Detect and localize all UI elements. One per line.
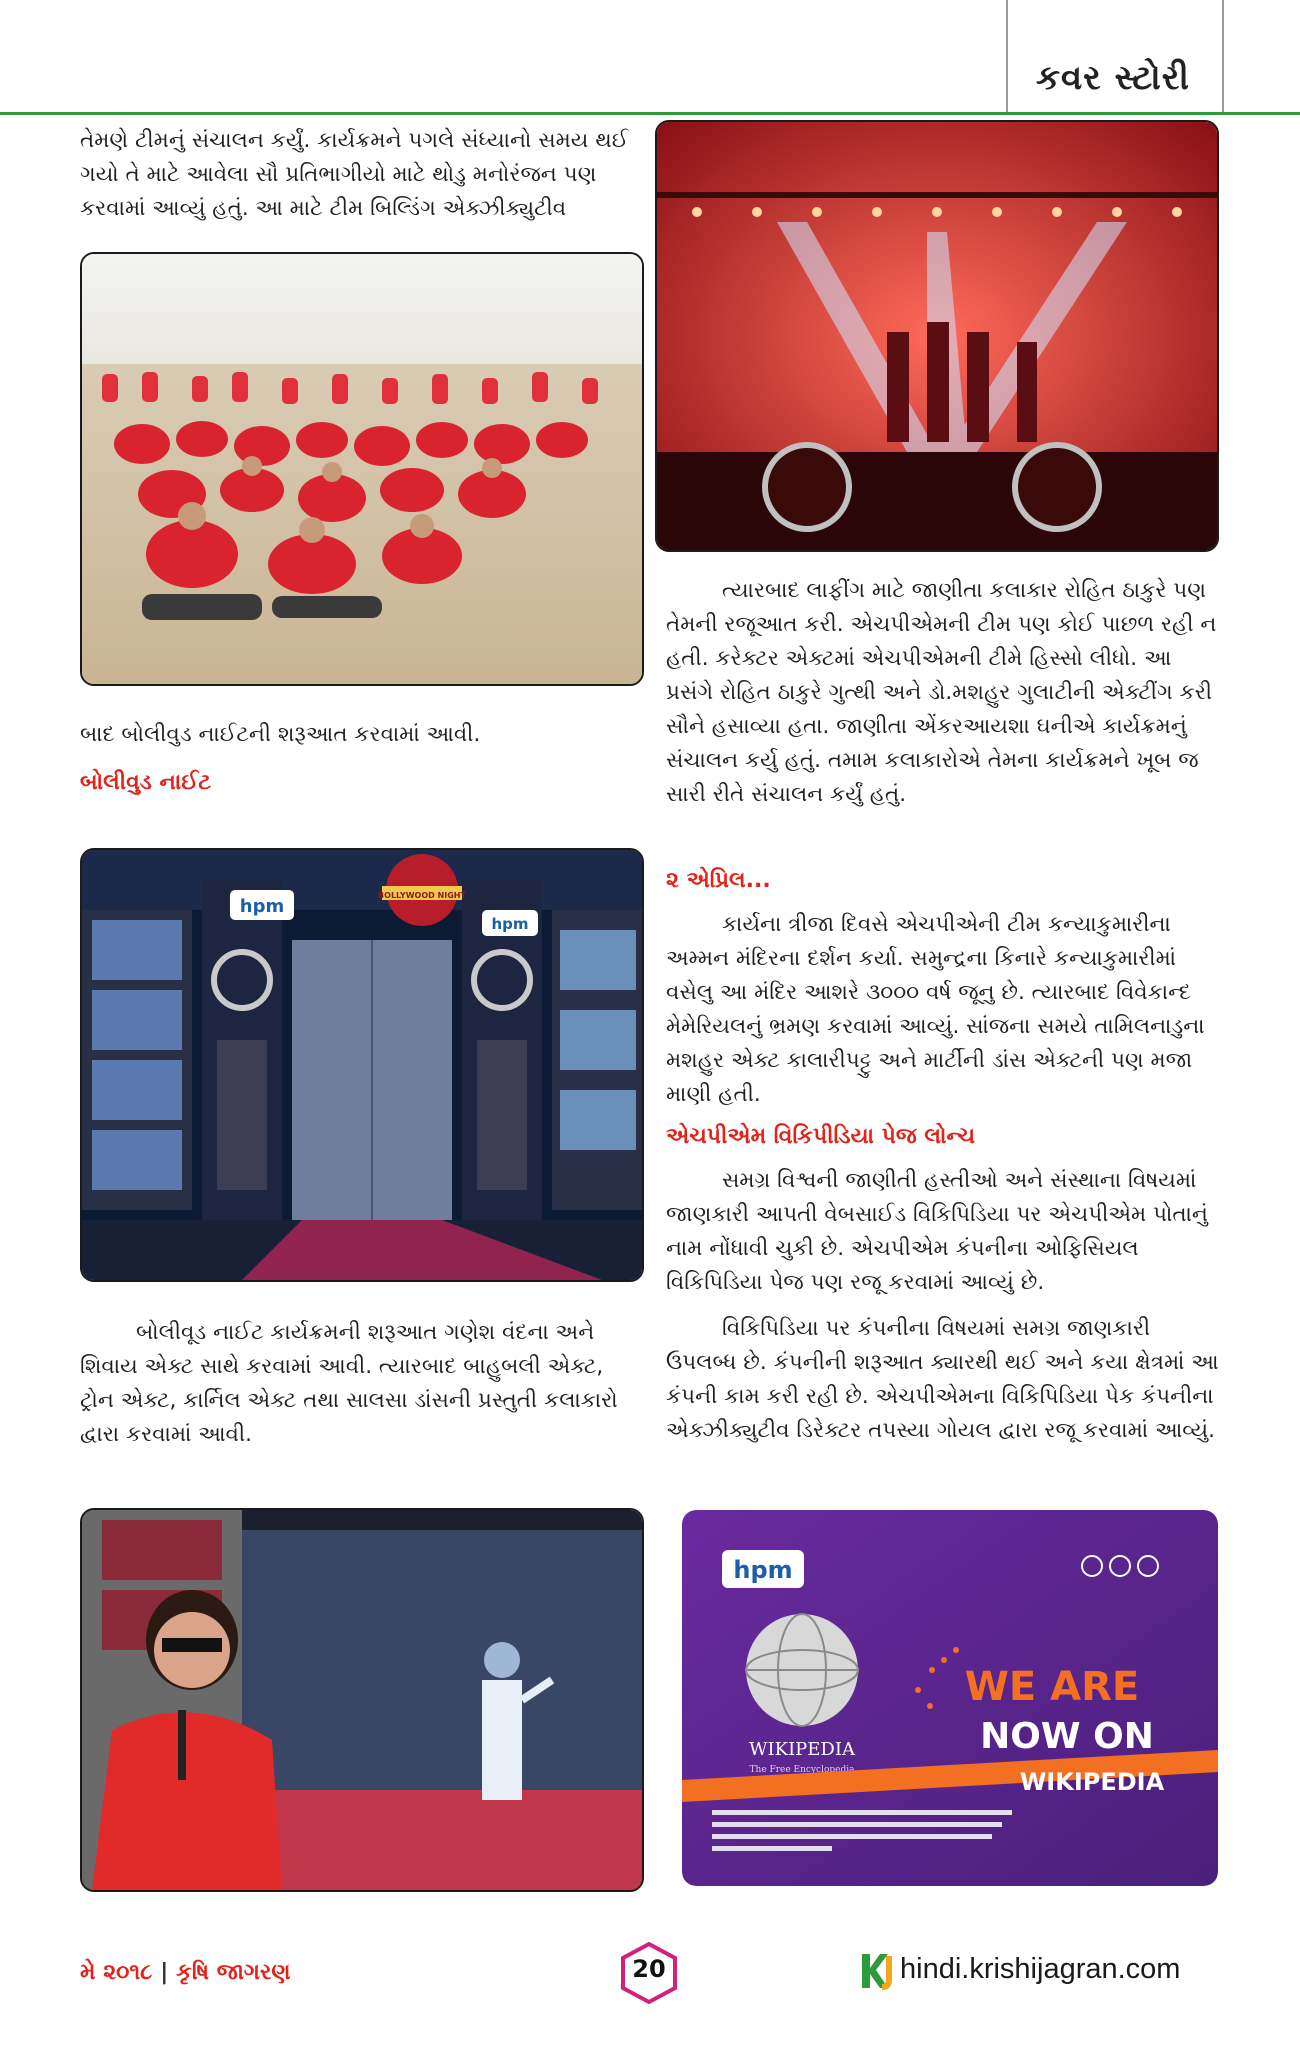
footer-issue — [80, 1960, 291, 1985]
left-paragraph-3 — [80, 1316, 640, 1452]
gate-hpm-right: hpm — [491, 915, 529, 933]
right-paragraph-2 — [666, 908, 1222, 1112]
left-paragraph-3-text: બોલીવૂડ નાઈટ કાર્યક્રમની શરૂઆત ગણેશ વંદના અને શિવાય એક્ટ સાથે કરવામાં આવી. ત્યારબાદ બાહુબલી એક્ટ, ટ્રોન એક્ટ, કાર્નિલ એક્ટ તથા સાલસા ડાંસની પ્રસ્તુતી કલાકારો દ્વારા કરવામાં આવી. — [80, 1320, 618, 1447]
page-number: 20 — [632, 1955, 666, 1983]
banner-hpm-logo: hpm — [733, 1556, 793, 1584]
bollywood-gate-photo — [80, 848, 644, 1282]
heading-april: ૨ એપ્રિલ... — [666, 868, 771, 893]
header-divider-left — [1006, 0, 1008, 112]
heading-bollywood-night: બોલીવુડ નાઈટ — [80, 770, 212, 795]
header-rule — [0, 112, 1300, 115]
header-divider-right — [1222, 0, 1224, 112]
banner-wiki-name: WIKIPEDIA — [749, 1739, 855, 1760]
stage-dance-photo — [655, 120, 1219, 552]
left-paragraph-1-text: તેમણે ટીમનું સંચાલન કર્યું. કાર્યક્રમને પગલે સંધ્યાનો સમય થઈ ગયો તે માટે આવેલા સૌ પ્રતિભાગીયો માટે થોડુ મનોરંજન પણ કરવામાં આવ્યું હતું. આ માટે ટીમ બિલ્ડિંગ એક્ઝીક્યુટીવ — [80, 128, 629, 221]
heading-wiki-launch: એચપીએમ વિકિપીડિયા પેજ લોન્ચ — [666, 1124, 976, 1149]
wikipedia-banner — [682, 1510, 1218, 1886]
right-paragraph-3 — [666, 1164, 1222, 1300]
gate-hpm-left: hpm — [239, 896, 285, 917]
footer-issue-date: મે ૨૦૧૮ — [80, 1960, 153, 1985]
banner-slogan-line2: NOW ON — [980, 1716, 1154, 1757]
right-paragraph-1-text: ત્યારબાદ લાફીંગ માટે જાણીતા કલાકાર રોહિત ઠાકુરે પણ તેમની રજૂઆત કરી. એચપીએમની ટીમ પણ કોઈ પાછળ રહી ન હતી. કરેક્ટર એક્ટમાં એચપીએમની ટીમે હિસ્સો લીધો. આ પ્રસંગે રોહિત ઠાકુરે ગુત્થી અને ડો.મશહુર ગુલાટીની એક્ટીંગ કરી સૌને હસાવ્યા હતા. જાણીતા એંકરઆયશા ઘનીએ કાર્યક્રમનું સંચાલન કર્યુ હતું. તમામ કલાકારોએ તેમના કાર્યક્રમને ખૂબ જ સારી રીતે સંચાલન કર્યું હતું. — [666, 578, 1217, 807]
footer-magazine: કૃષિ જાગરણ — [176, 1960, 291, 1985]
right-paragraph-4-text: વિકિપિડિયા પર કંપનીના વિષયમાં સમગ્ર જાણકારી ઉપલબ્ધ છે. કંપનીની શરૂઆત ક્યારથી થઈ અને કયા ક્ષેત્રમાં આ કંપની કામ કરી રહી છે. એચપીએમના વિકિપિડિયા પેક કંપનીના એક્ઝીક્યુટીવ ડિરેક્ટર તપસ્યા ગોયલ દ્વારા રજૂ કરવામાં આવ્યું. — [666, 1316, 1219, 1443]
banner-slogan-line3: WIKIPEDIA — [1019, 1768, 1165, 1796]
footer-website-link[interactable]: hindi.krishijagran.com — [900, 1953, 1181, 1985]
left-paragraph-2-text: બાદ બોલીવુડ નાઈટની શરૂઆત કરવામાં આવી. — [80, 722, 481, 747]
section-title: કવર સ્ટોરી — [1036, 58, 1191, 98]
right-paragraph-3-text: સમગ્ર વિશ્વની જાણીતી હસ્તીઓ અને સંસ્થાના વિષયમાં જાણકારી આપતી વેબસાઈડ વિકિપિડિયા પર એચપીએમ પોતાનું નામ નોંધાવી ચુકી છે. એચપીએમ કંપનીના ઓફિસિયલ વિકિપિડિયા પેજ પણ રજૂ કરવામાં આવ્યું છે. — [666, 1168, 1208, 1295]
comedian-performance-photo — [80, 1508, 644, 1892]
footer-separator: | — [160, 1960, 169, 1985]
left-paragraph-2 — [80, 718, 640, 752]
gate-badge-text: BOLLYWOOD NIGHT — [378, 891, 466, 900]
banner-wiki-tagline: The Free Encyclopedia — [749, 1765, 855, 1775]
right-paragraph-1 — [666, 574, 1222, 812]
right-paragraph-4 — [666, 1312, 1222, 1448]
krishijagran-logo-icon — [858, 1950, 894, 1992]
right-paragraph-2-text: કાર્યના ત્રીજા દિવસે એચપીએની ટીમ કન્યાકુમારીના અમ્મન મંદિરના દર્શન કર્યા. સમુન્દ્રના કિનારે કન્યાકુમારીમાં વસેલુ આ મંદિર આશરે ૩૦૦૦ વર્ષ જૂનુ છે. ત્યારબાદ વિવેકાન્દ મેમેરિયલનું ભ્રમણ કરવામાં આવ્યું. સાંજના સમયે તામિલનાડુના મશહુર એક્ટ કાલારીપટ્ટુ અને માર્ટીની ડાંસ એક્ટની પણ મજા માણી હતી. — [666, 912, 1205, 1107]
beach-team-photo — [80, 252, 644, 686]
left-paragraph-1 — [80, 124, 640, 226]
banner-slogan-line1: WE ARE — [964, 1664, 1140, 1710]
